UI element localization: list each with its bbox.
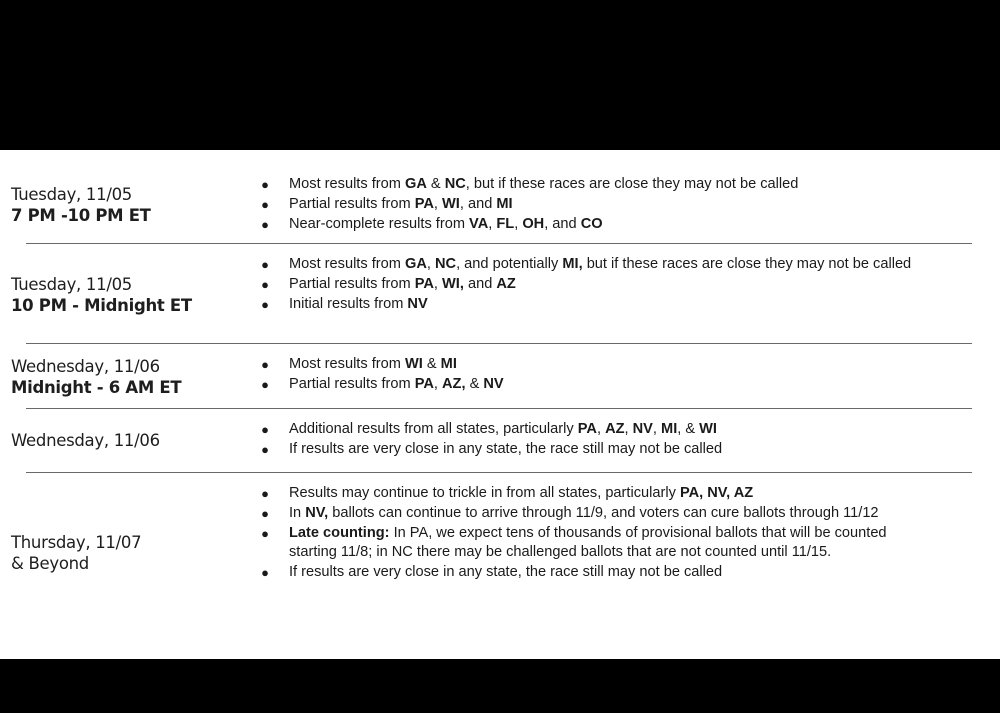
bullet-dot-icon: ●	[261, 376, 269, 392]
bullet-text: ,	[514, 215, 523, 232]
row-3-bullets	[262, 355, 922, 395]
bullet-item	[262, 484, 922, 504]
bullet-text-bold: GA	[404, 176, 427, 192]
bullet-text-bold: WI	[699, 421, 717, 437]
row-3-date: Wednesday, 11/06	[11, 357, 160, 376]
bullet-dot-icon: ●	[261, 441, 269, 457]
bullet-text: Additional results from all states, particularly	[289, 421, 578, 437]
bullet-dot-icon: ●	[261, 296, 269, 312]
bullet-item	[262, 275, 922, 295]
row-2-when	[11, 274, 192, 316]
bullet-text-bold: NC	[434, 256, 457, 272]
row-1-bullets	[262, 175, 922, 234]
bullet-text: ,	[652, 421, 662, 437]
bullet-text: ,	[426, 256, 435, 272]
bullet-item	[262, 175, 922, 195]
bullet-text-bold: VA	[469, 215, 489, 232]
row-3-when	[11, 356, 181, 398]
bullet-text: , &	[677, 421, 700, 437]
bullet-dot-icon: ●	[261, 216, 269, 232]
bullet-item	[262, 255, 922, 275]
bullet-dot-icon: ●	[261, 565, 269, 581]
bullet-item	[262, 355, 922, 375]
bullet-text: In PA, we expect tens of thousands of provisional ballots that will be counted starting 11/8; in NC there may be challenged ballots that are not counted until 11/15.	[289, 524, 887, 561]
bullet-item	[262, 504, 922, 524]
row-4-date: Wednesday, 11/06	[11, 431, 160, 450]
bullet-text-bold: AZ	[496, 275, 516, 292]
bullet-text: Most results from	[289, 356, 405, 372]
bullet-text-bold: NV,	[305, 504, 329, 521]
bullet-text: Partial results from	[289, 375, 415, 392]
row-1-when	[11, 184, 151, 226]
row-1-time: 7 PM -10 PM ET	[11, 206, 151, 225]
bullet-dot-icon: ●	[261, 486, 269, 501]
row-5-when	[11, 532, 141, 574]
bullet-text: If results are very close in any state, the race still may not be called	[289, 564, 723, 581]
bullet-text-bold: PA	[414, 195, 434, 212]
bullet-text: If results are very close in any state, the race still may not be called	[289, 440, 723, 457]
bullet-text: ,	[433, 275, 443, 292]
bullet-dot-icon: ●	[261, 357, 269, 372]
bullet-dot-icon: ●	[261, 422, 269, 437]
bullet-dot-icon: ●	[261, 525, 269, 541]
row-divider	[26, 243, 972, 244]
bullet-text: ,	[433, 195, 443, 212]
bullet-text: ,	[488, 215, 497, 232]
bullet-dot-icon: ●	[261, 177, 269, 192]
bullet-text-bold: MI	[661, 421, 678, 437]
bullet-text: ,	[433, 375, 443, 392]
bullet-text-bold: OH	[522, 215, 545, 232]
row-1-date: Tuesday, 11/05	[11, 185, 132, 204]
bullet-text: Partial results from	[289, 195, 415, 212]
bullet-text: In	[289, 504, 306, 521]
bullet-text-bold: AZ,	[442, 375, 466, 392]
bullet-item	[262, 215, 922, 235]
bullet-text: Partial results from	[289, 275, 415, 292]
row-2-time: 10 PM - Midnight ET	[11, 296, 192, 315]
bullet-text-bold: FL	[496, 215, 515, 232]
bullet-text-bold: WI,	[442, 275, 464, 292]
bullet-text-bold: AZ	[605, 421, 625, 437]
bullet-item	[262, 195, 922, 215]
bullet-text-bold: NV	[407, 295, 428, 312]
bullet-text: Most results from	[289, 176, 405, 192]
bullet-item	[262, 563, 922, 583]
row-5-date-suffix: & Beyond	[11, 554, 89, 573]
bullet-item	[262, 420, 922, 440]
bullet-text: Results may continue to trickle in from all states, particularly	[289, 485, 680, 501]
bullet-dot-icon: ●	[261, 257, 269, 272]
bullet-text-bold: MI	[440, 356, 457, 372]
bullet-text: &	[465, 375, 484, 392]
bullet-text: ,	[624, 421, 633, 437]
bullet-text: , but if these races are close they may not be called	[465, 176, 799, 192]
bullet-text: Most results from	[289, 256, 405, 272]
schedule-sheet	[0, 150, 1000, 659]
bullet-text-bold: NV	[632, 421, 653, 437]
bullet-text-bold: Late counting:	[289, 524, 390, 541]
bullet-text-bold: NV	[483, 375, 504, 392]
bullet-text: ballots can continue to arrive through 11/9, and voters can cure ballots through 11/12	[328, 504, 879, 521]
bullet-text-bold: WI	[404, 356, 423, 372]
row-4-when	[11, 430, 160, 451]
bullet-text: and	[463, 275, 497, 292]
bullet-text-bold: NC	[444, 176, 466, 192]
row-divider	[26, 408, 972, 409]
row-2-date: Tuesday, 11/05	[11, 275, 132, 294]
bullet-item	[262, 524, 922, 564]
bullet-text: , and potentially	[456, 256, 563, 272]
bullet-dot-icon: ●	[261, 196, 269, 212]
row-4-bullets	[262, 420, 922, 460]
bullet-text: ,	[596, 421, 606, 437]
bullet-text: &	[422, 356, 441, 372]
bullet-text-bold: PA	[577, 421, 597, 437]
bullet-dot-icon: ●	[261, 276, 269, 292]
bullet-text: , and	[544, 215, 581, 232]
bullet-text: &	[426, 176, 445, 192]
row-divider	[26, 472, 972, 473]
row-divider	[26, 343, 972, 344]
row-2-bullets	[262, 255, 922, 314]
bullet-text-bold: WI	[442, 195, 460, 212]
bullet-text: but if these races are close they may not be called	[582, 256, 912, 272]
bullet-text-bold: GA	[404, 256, 427, 272]
bullet-item	[262, 375, 922, 395]
bullet-item	[262, 295, 922, 315]
bullet-item	[262, 440, 922, 460]
bullet-dot-icon: ●	[261, 505, 269, 521]
bullet-text-bold: MI	[496, 195, 513, 212]
bullet-text: , and	[459, 195, 497, 212]
bullet-text-bold: CO	[580, 215, 603, 232]
bullet-text-bold: PA	[414, 375, 434, 392]
bullet-text: Near-complete results from	[289, 215, 470, 232]
bullet-text-bold: PA, NV, AZ	[679, 485, 754, 501]
bullet-text: Initial results from	[289, 295, 408, 312]
row-5-bullets	[262, 484, 922, 583]
bullet-text-bold: PA	[414, 275, 434, 292]
row-5-date: Thursday, 11/07	[11, 533, 142, 552]
bullet-text-bold: MI,	[562, 256, 583, 272]
row-3-time: Midnight - 6 AM ET	[11, 378, 182, 397]
